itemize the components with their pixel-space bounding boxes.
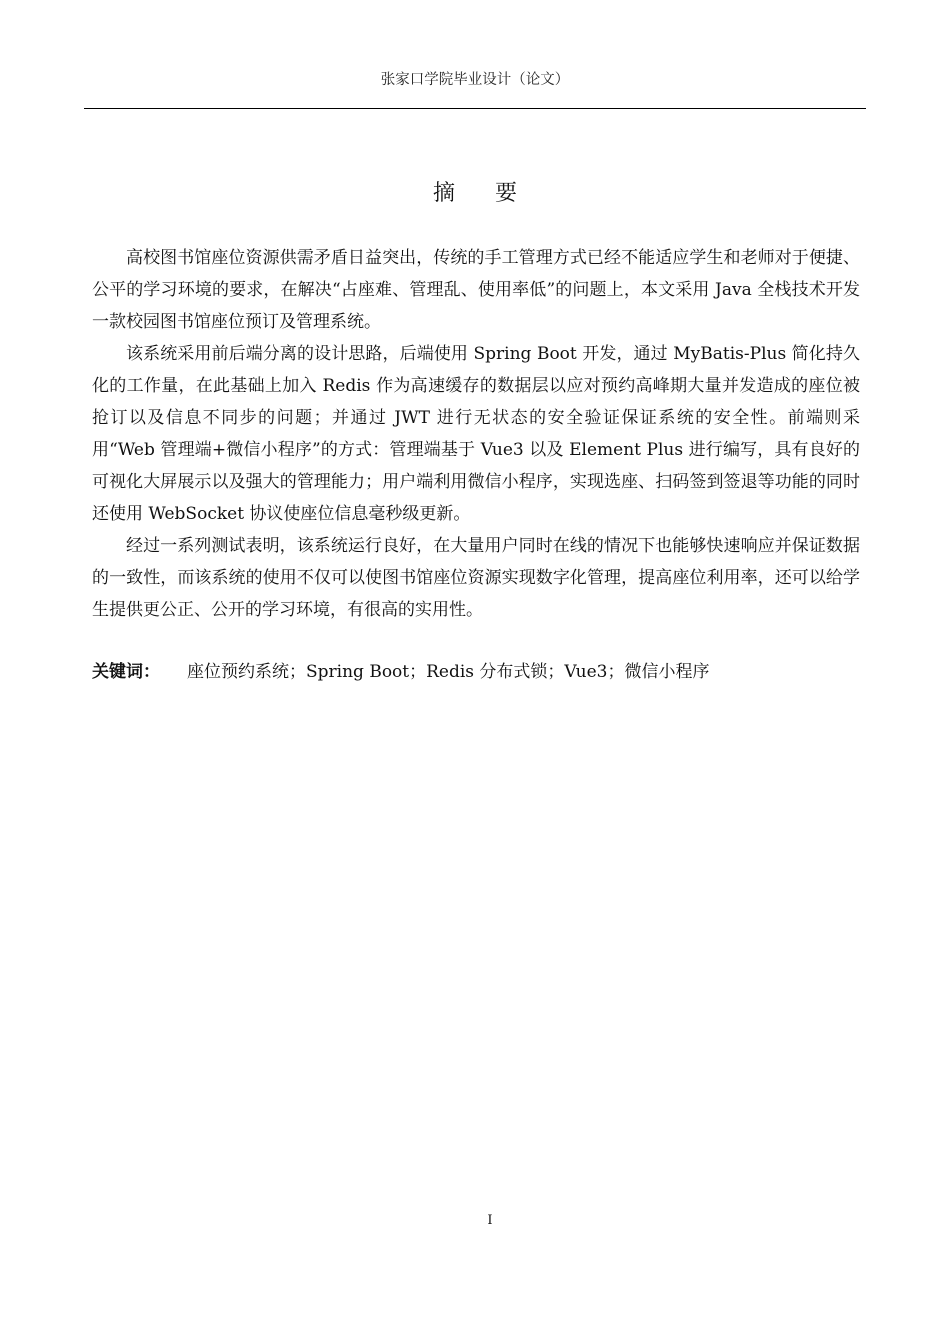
page-number: I <box>487 1213 493 1228</box>
running-header: 张家口学院毕业设计（论文） <box>380 72 570 88</box>
keywords-label: 关键词： <box>92 662 160 682</box>
abstract-title-char-1: 摘 <box>432 181 455 206</box>
header-divider <box>84 108 866 109</box>
abstract-body <box>92 242 860 626</box>
abstract-paragraph-3: 经过一系列测试表明，该系统运行良好，在大量用户同时在线的情况下也能够快速响应并保证数据的一致性，而该系统的使用不仅可以使图书馆座位资源实现数字化管理，提高座位利用率，还可以给学生提供更公正、公开的学习环境，有很高的实用性。 <box>92 536 860 620</box>
abstract-title-char-2: 要 <box>495 181 518 206</box>
abstract-paragraph-1: 高校图书馆座位资源供需矛盾日益突出，传统的手工管理方式已经不能适应学生和老师对于便捷、公平的学习环境的要求，在解决“占座难、管理乱、使用率低”的问题上，本文采用 Java 全栈技术开发一款校园图书馆座位预订及管理系统。 <box>92 248 860 332</box>
abstract-title <box>0 178 950 210</box>
abstract-paragraph-2: 该系统采用前后端分离的设计思路，后端使用 Spring Boot 开发，通过 MyBatis-Plus 简化持久化的工作量，在此基础上加入 Redis 作为高速缓存的数据层以应对预约高峰期大量并发造成的座位被抢订以及信息不同步的问题；并通过 JWT 进行无状态的安全验证保证系统的安全性。前端则采用“Web 管理端+微信小程序”的方式：管理端基于 Vue3 以及 Element Plus 进行编写，具有良好的可视化大屏展示以及强大的管理能力；用户端利用微信小程序，实现选座、扫码签到签退等功能的同时还使用 WebSocket 协议使座位信息毫秒级更新。 <box>92 344 860 524</box>
keywords-text: 座位预约系统；Spring Boot；Redis 分布式锁；Vue3；微信小程序 <box>187 662 710 682</box>
keywords-line <box>92 656 860 688</box>
